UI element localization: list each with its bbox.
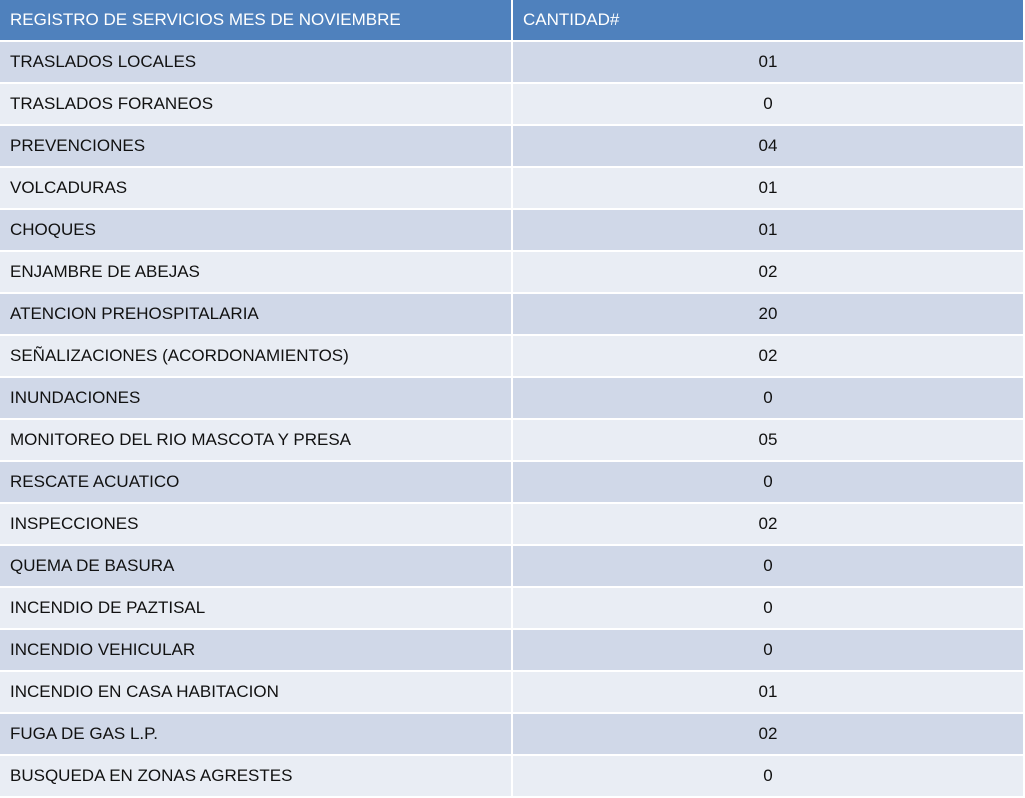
table-row bbox=[0, 377, 1024, 419]
service-name: INCENDIO EN CASA HABITACION bbox=[0, 671, 512, 713]
service-quantity: 05 bbox=[512, 419, 1024, 461]
service-quantity: 0 bbox=[512, 377, 1024, 419]
table-row bbox=[0, 41, 1024, 83]
service-quantity: 0 bbox=[512, 545, 1024, 587]
service-name: CHOQUES bbox=[0, 209, 512, 251]
service-quantity: 01 bbox=[512, 41, 1024, 83]
service-quantity: 04 bbox=[512, 125, 1024, 167]
service-name: BUSQUEDA EN ZONAS AGRESTES bbox=[0, 755, 512, 797]
service-name: INCENDIO DE PAZTISAL bbox=[0, 587, 512, 629]
table-row bbox=[0, 335, 1024, 377]
service-quantity: 0 bbox=[512, 629, 1024, 671]
service-name: FUGA DE GAS L.P. bbox=[0, 713, 512, 755]
service-quantity: 01 bbox=[512, 671, 1024, 713]
table-row bbox=[0, 461, 1024, 503]
table-row bbox=[0, 713, 1024, 755]
service-name: QUEMA DE BASURA bbox=[0, 545, 512, 587]
service-name: MONITOREO DEL RIO MASCOTA Y PRESA bbox=[0, 419, 512, 461]
table-row bbox=[0, 755, 1024, 797]
table-header bbox=[0, 0, 1024, 41]
service-name: INUNDACIONES bbox=[0, 377, 512, 419]
service-quantity: 01 bbox=[512, 209, 1024, 251]
service-quantity: 01 bbox=[512, 167, 1024, 209]
table-row bbox=[0, 125, 1024, 167]
service-quantity: 0 bbox=[512, 461, 1024, 503]
service-quantity: 0 bbox=[512, 755, 1024, 797]
service-name: VOLCADURAS bbox=[0, 167, 512, 209]
table-body bbox=[0, 41, 1024, 797]
service-quantity: 02 bbox=[512, 713, 1024, 755]
table-row bbox=[0, 83, 1024, 125]
service-name: RESCATE ACUATICO bbox=[0, 461, 512, 503]
table-row bbox=[0, 251, 1024, 293]
table-row bbox=[0, 503, 1024, 545]
service-name: INCENDIO VEHICULAR bbox=[0, 629, 512, 671]
table-row bbox=[0, 167, 1024, 209]
table-row bbox=[0, 545, 1024, 587]
table-row bbox=[0, 293, 1024, 335]
service-name: TRASLADOS LOCALES bbox=[0, 41, 512, 83]
table-row bbox=[0, 209, 1024, 251]
header-row bbox=[0, 0, 1024, 41]
table-row bbox=[0, 419, 1024, 461]
table-row bbox=[0, 671, 1024, 713]
service-quantity: 02 bbox=[512, 251, 1024, 293]
service-quantity: 0 bbox=[512, 83, 1024, 125]
table-row bbox=[0, 629, 1024, 671]
service-name: INSPECCIONES bbox=[0, 503, 512, 545]
service-quantity: 0 bbox=[512, 587, 1024, 629]
service-name: ATENCION PREHOSPITALARIA bbox=[0, 293, 512, 335]
service-name: PREVENCIONES bbox=[0, 125, 512, 167]
service-quantity: 20 bbox=[512, 293, 1024, 335]
service-name: TRASLADOS FORANEOS bbox=[0, 83, 512, 125]
service-quantity: 02 bbox=[512, 503, 1024, 545]
service-quantity: 02 bbox=[512, 335, 1024, 377]
service-name: ENJAMBRE DE ABEJAS bbox=[0, 251, 512, 293]
table-row bbox=[0, 587, 1024, 629]
service-name: SEÑALIZACIONES (ACORDONAMIENTOS) bbox=[0, 335, 512, 377]
header-quantity: CANTIDAD# bbox=[512, 0, 1024, 41]
header-service: REGISTRO DE SERVICIOS MES DE NOVIEMBRE bbox=[0, 0, 512, 41]
